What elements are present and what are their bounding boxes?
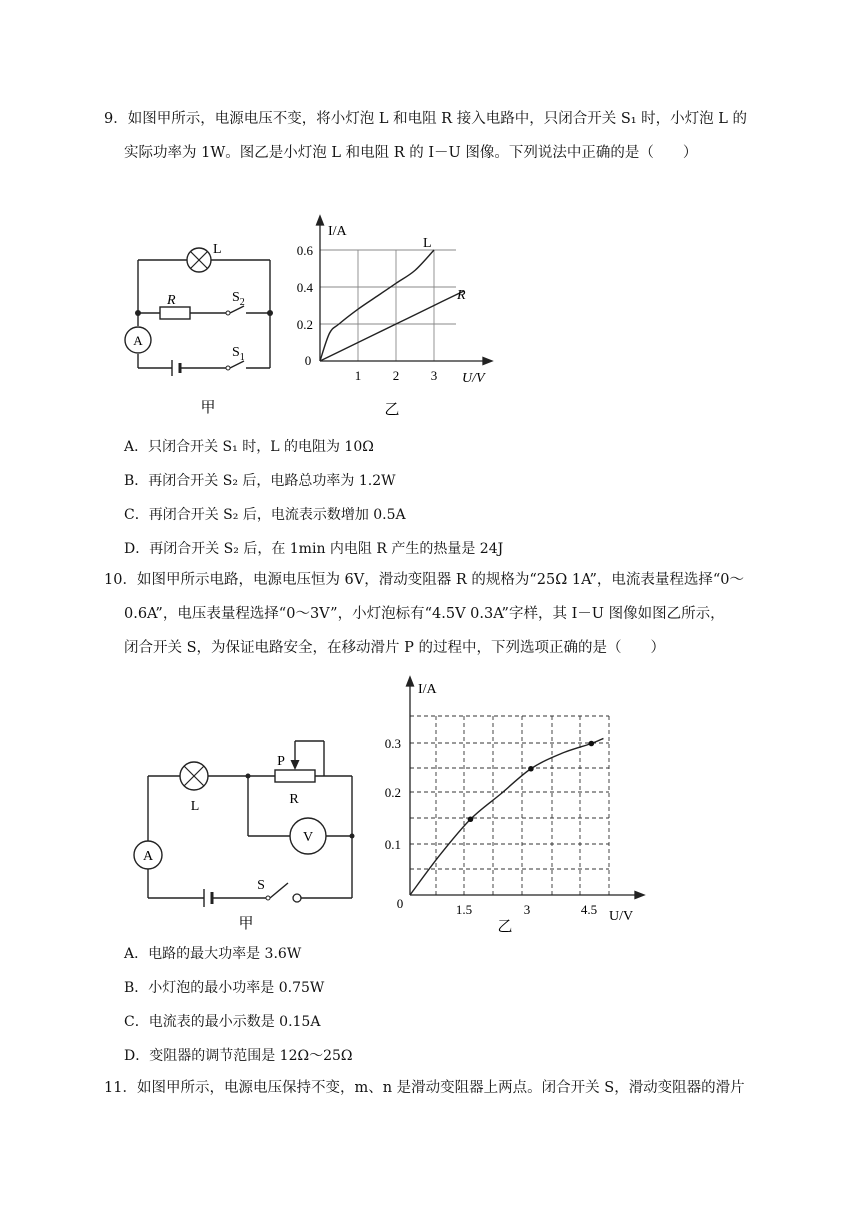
q9-resistor-label: R <box>167 293 176 308</box>
q10-graph-caption: 乙 <box>497 919 513 935</box>
q10-circuit-diagram <box>118 730 368 940</box>
q10-data-point-2 <box>589 741 595 747</box>
q10-ytick-0.2: 0.2 <box>384 785 401 800</box>
q9-ytick-0.2: 0.2 <box>296 317 313 332</box>
q9-graph-origin: 0 <box>304 353 312 368</box>
q9-option-c: C．再闭合开关 S₂ 后，电流表示数增加 0.5A <box>124 507 406 523</box>
q9-option-a: A．只闭合开关 S₁ 时，L 的电阻为 10Ω <box>124 439 374 455</box>
q9-option-b: B．再闭合开关 S₂ 后，电路总功率为 1.2W <box>124 473 396 489</box>
q10-switch-label: S <box>257 878 265 893</box>
q10-circuit-caption: 甲 <box>238 916 254 932</box>
q10-option-c: C．电流表的最小示数是 0.15A <box>124 1014 321 1030</box>
q9-circuit-diagram <box>118 235 288 420</box>
q10-battery <box>204 889 212 907</box>
q10-junction-top <box>246 774 251 779</box>
q9-grid <box>320 250 456 361</box>
q10-text-line2: 0.6A”，电压表量程选择“0～3V”，小灯泡标有“4.5V 0.3A”字样，其 I－U 图像如图乙所示， <box>124 606 725 622</box>
q10-voltmeter-label: V <box>302 830 314 845</box>
q9-option-d: D．再闭合开关 S₂ 后，在 1min 内电阻 R 产生的热量是 24J <box>124 541 504 557</box>
q9-lamp <box>187 248 211 272</box>
q10-graph-xlabel: U/V <box>609 909 634 924</box>
q10-lamp-label: L <box>190 799 200 814</box>
q10-switch-contact-left <box>266 896 270 900</box>
q9-text-line1: 9．如图甲所示，电源电压不变，将小灯泡 L 和电阻 R 接入电路中，只闭合开关 S₁ 时，小灯泡 L 的 <box>104 111 748 127</box>
q9-lamp-label: L <box>213 242 222 257</box>
q9-plot-area <box>320 250 464 361</box>
q9-ytick-0.6: 0.6 <box>296 243 313 258</box>
q10-option-b: B．小灯泡的最小功率是 0.75W <box>124 980 325 996</box>
q10-xtick-4.5: 4.5 <box>580 902 598 917</box>
q9-iu-graph <box>290 212 510 422</box>
q9-circuit-caption: 甲 <box>200 400 216 416</box>
q9-graph-xlabel: U/V <box>462 371 485 386</box>
q10-xtick-1.5: 1.5 <box>455 902 473 917</box>
q10-text-line1: 10．如图甲所示电路，电源电压恒为 6V，滑动变阻器 R 的规格为“25Ω 1A”，电流表量程选择“0～ <box>104 572 745 588</box>
q9-junction-left <box>135 310 141 316</box>
q10-ammeter <box>134 841 162 869</box>
q10-curve-0 <box>410 738 603 895</box>
q10-rheostat-label: R <box>289 792 299 807</box>
q9-xtick-3: 3 <box>430 368 438 383</box>
q10-graph-ylabel: I/A <box>418 682 437 697</box>
q9-ytick-0.4: 0.4 <box>296 280 313 295</box>
q9-curve-l <box>320 250 434 361</box>
q9-switch2-label: $S_2$ <box>232 290 245 308</box>
q10-junction-right <box>350 834 355 839</box>
q10-axes <box>407 677 645 899</box>
q10-plot-area <box>410 738 603 895</box>
q9-resistor <box>160 307 190 319</box>
q10-ytick-0.3: 0.3 <box>384 736 401 751</box>
q9-xtick-1: 1 <box>354 368 362 383</box>
q9-junction-right <box>267 310 273 316</box>
q9-switch1-contact <box>226 366 230 370</box>
q10-text-line3: 闭合开关 S，为保证电路安全，在移动滑片 P 的过程中，下列选项正确的是（ ） <box>124 640 666 656</box>
q9-graph-ylabel: I/A <box>328 224 347 239</box>
q10-data-point-0 <box>468 816 474 822</box>
q10-slider-label: P <box>277 754 285 769</box>
q10-option-d: D．变阻器的调节范围是 12Ω～25Ω <box>124 1048 353 1064</box>
q9-switch2-contact <box>226 311 230 315</box>
q9-curve-l-label: L <box>423 236 432 251</box>
q10-lamp <box>180 762 208 790</box>
q9-curve-r-label: R <box>457 288 466 303</box>
q9-curve-r <box>320 291 464 361</box>
q9-text-line2: 实际功率为 1W。图乙是小灯泡 L 和电阻 R 的 I－U 图像。下列说法中正确的是（ ） <box>124 145 698 161</box>
q10-ammeter-label: A <box>142 849 154 864</box>
q10-grid <box>410 716 609 895</box>
q9-xtick-2: 2 <box>392 368 400 383</box>
q9-graph-caption: 乙 <box>384 402 400 418</box>
q10-voltmeter <box>290 818 326 854</box>
q9-battery <box>172 360 180 376</box>
q10-option-a: A．电路的最大功率是 3.6W <box>124 946 302 962</box>
q9-ammeter-label: A <box>133 333 143 348</box>
q10-switch-contact-right <box>293 894 301 902</box>
q10-iu-graph <box>372 672 652 942</box>
q9-switch1-label: $S_1$ <box>232 345 245 363</box>
q10-ytick-0.1: 0.1 <box>384 837 401 852</box>
q10-slider-arrow <box>291 760 300 770</box>
q10-xtick-3: 3 <box>523 902 531 917</box>
q10-data-point-1 <box>528 766 534 772</box>
q11-text-line1: 11．如图甲所示，电源电压保持不变，m、n 是滑动变阻器上两点。闭合开关 S，滑动变阻器的滑片 <box>104 1080 745 1096</box>
q9-ammeter <box>125 327 151 353</box>
q10-rheostat <box>275 770 315 782</box>
q10-graph-origin: 0 <box>396 896 404 911</box>
